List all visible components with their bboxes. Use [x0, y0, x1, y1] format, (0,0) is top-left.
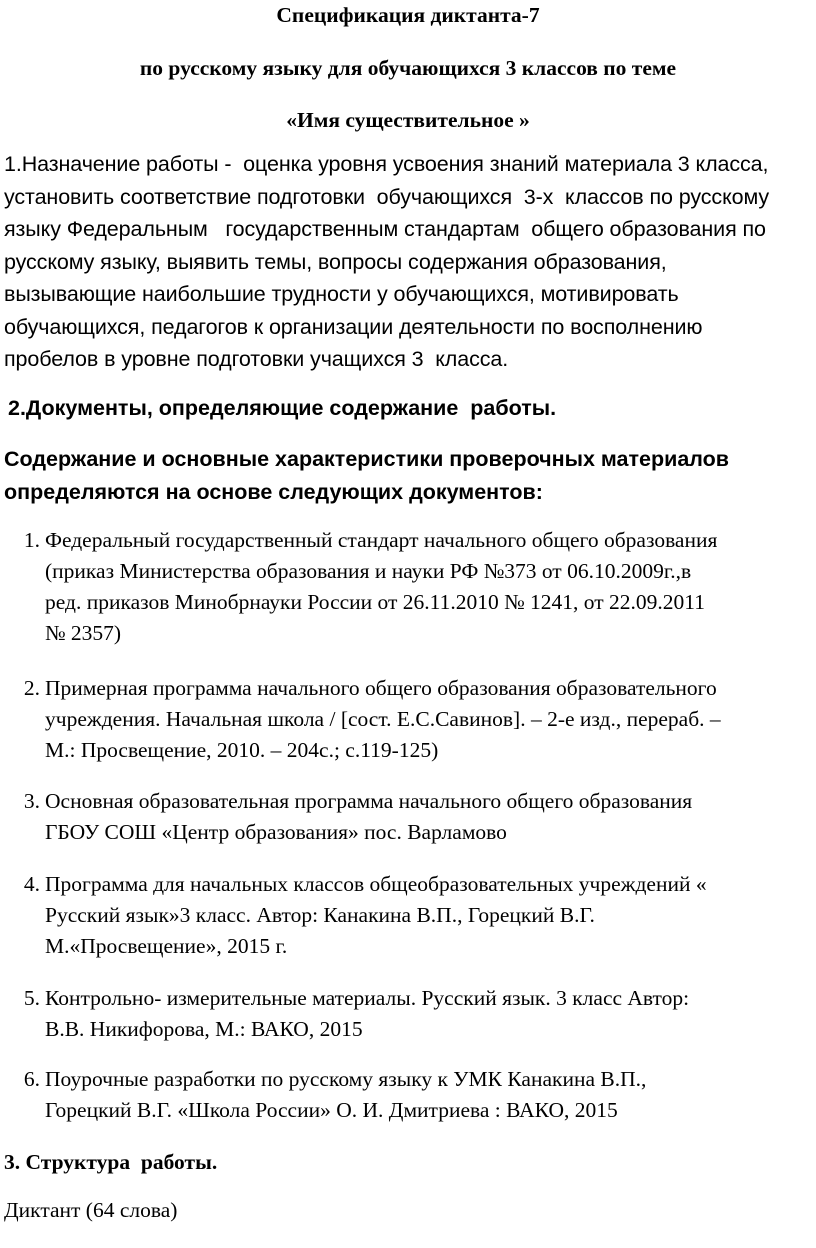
- paragraph-line: вызывающие наибольшие трудности у обучающихся, мотивировать: [4, 282, 679, 306]
- list-item-number: 1.: [23, 528, 40, 552]
- list-item-text: [45, 525, 815, 649]
- list-item-line: Русский язык»3 класс. Автор: Канакина В.П., Горецкий В.Г.: [45, 903, 595, 927]
- document-subtitle: по русскому языку для обучающихся 3 классов по теме: [139, 56, 677, 80]
- section-2-heading: 2.Документы, определяющие содержание работы.: [8, 396, 557, 420]
- section-3-heading: 3. Структура работы.: [4, 1150, 218, 1174]
- list-item-line: В.В. Никифорова, М.: ВАКО, 2015: [45, 1017, 363, 1041]
- paragraph-line: пробелов в уровне подготовки учащихся 3 класса.: [4, 347, 509, 371]
- list-item-line: ГБОУ СОШ «Центр образования» пос. Варламово: [45, 820, 507, 844]
- paragraph-line: русскому языку, выявить темы, вопросы содержания образования,: [4, 249, 667, 274]
- section-2-intro-line: Содержание и основные характеристики проверочных материалов: [4, 447, 730, 471]
- list-item-text: [45, 869, 815, 962]
- list-item-number: 2.: [23, 676, 40, 700]
- list-item-number: 5.: [23, 986, 40, 1010]
- list-item-line: учреждения. Начальная школа / [сост. Е.С.Савинов]. – 2-е изд., перераб. –: [45, 707, 721, 731]
- section-2-intro-line: определяются на основе следующих документов:: [4, 480, 543, 504]
- list-item-text: [45, 983, 815, 1045]
- list-item-number: 6.: [23, 1067, 40, 1091]
- list-item-line: Основная образовательная программа начального общего образования: [45, 789, 693, 813]
- list-item-line: Контрольно- измерительные материалы. Русский язык. 3 класс Автор:: [45, 986, 690, 1010]
- section-3-text: Диктант (64 слова): [4, 1198, 178, 1222]
- list-item-line: ред. приказов Минобрнауки России от 26.11.2010 № 1241, от 22.09.2011: [45, 590, 705, 614]
- paragraph-line: языку Федеральным государственным стандартам общего образования по: [4, 217, 766, 241]
- paragraph-line: 1.Назначение работы - оценка уровня усвоения знаний материала 3 класса,: [4, 152, 769, 176]
- document-topic: «Имя существительное »: [286, 108, 530, 132]
- section-1-paragraph: [4, 148, 812, 376]
- list-item-line: М.: Просвещение, 2010. – 204с.; с.119-125): [45, 738, 439, 762]
- list-item-number: 3.: [23, 789, 40, 813]
- list-item-line: (приказ Министерства образования и науки РФ №373 от 06.10.2009г.,в: [45, 559, 692, 583]
- list-item-line: Поурочные разработки по русскому языку к УМК Канакина В.П.,: [45, 1067, 647, 1091]
- list-item-line: Федеральный государственный стандарт начального общего образования: [45, 528, 718, 552]
- document-title: Спецификация диктанта-7: [276, 3, 540, 27]
- list-item-text: [45, 1064, 815, 1126]
- list-item-number: 4.: [23, 872, 40, 896]
- paragraph-line: обучающихся, педагогов к организации деятельности по восполнению: [4, 314, 703, 339]
- list-item-line: Программа для начальных классов общеобразовательных учреждений «: [45, 872, 707, 896]
- list-item-line: № 2357): [45, 621, 122, 645]
- paragraph-line: установить соответствие подготовки обучающихся 3-х классов по русскому: [4, 184, 770, 209]
- list-item-line: Примерная программа начального общего образования образовательного: [45, 676, 717, 700]
- list-item-text: [45, 786, 815, 848]
- list-item-text: [45, 673, 815, 766]
- list-item-line: Горецкий В.Г. «Школа России» О. И. Дмитриева : ВАКО, 2015: [45, 1098, 618, 1122]
- list-item-line: М.«Просвещение», 2015 г.: [45, 934, 288, 958]
